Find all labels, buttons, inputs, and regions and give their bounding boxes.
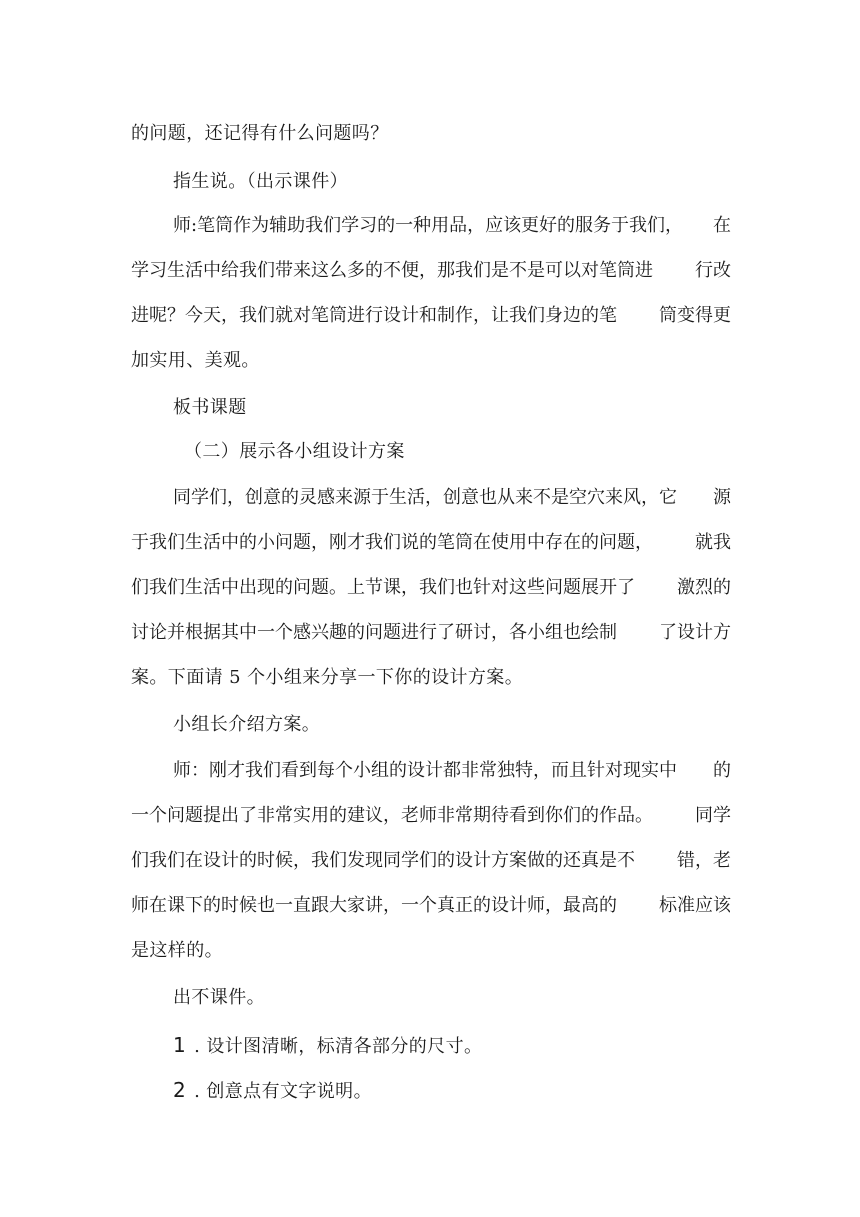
text-run: 同学 bbox=[695, 805, 731, 826]
list-item bbox=[173, 1033, 773, 1059]
paragraph-line bbox=[131, 349, 731, 373]
paragraph-line bbox=[131, 531, 731, 555]
text-run: 错，老 bbox=[677, 850, 731, 871]
paragraph-line bbox=[131, 894, 731, 918]
text-run: 学习生活中给我们带来这么多的不便，那我们是不是可以对笔筒进 bbox=[131, 260, 653, 281]
paragraph-line bbox=[173, 170, 773, 194]
paragraph-line bbox=[131, 621, 731, 645]
paragraph-line bbox=[173, 986, 773, 1010]
text-run: 的问题，还记得有什么问题吗？ bbox=[131, 123, 389, 144]
text-run: 们我们生活中出现的问题。上节课，我们也针对这些问题展开了 bbox=[131, 577, 635, 598]
text-run: （二）展示各小组设计方案 bbox=[184, 441, 405, 462]
list-item bbox=[173, 1078, 773, 1104]
text-run: 指生说。（出示课件） bbox=[173, 171, 348, 192]
text-run: 师：刚才我们看到每个小组的设计都非常独特，而且针对现实中 bbox=[173, 760, 677, 781]
paragraph-line bbox=[131, 804, 731, 828]
paragraph-line bbox=[173, 214, 731, 238]
list-text: . 设计图清晰，标清各部分的尺寸。 bbox=[194, 1036, 483, 1057]
text-run: 于我们生活中的小问题，刚才我们说的笔筒在使用中存在的问题， bbox=[131, 532, 653, 553]
paragraph-line bbox=[131, 259, 731, 283]
text-run: 讨论并根据其中一个感兴趣的问题进行了研讨，各小组也绘制 bbox=[131, 622, 617, 643]
list-number: 1 bbox=[173, 1033, 187, 1057]
text-run: 行改 bbox=[695, 260, 731, 281]
text-run: 板书课题 bbox=[173, 397, 247, 418]
paragraph-line bbox=[131, 666, 731, 690]
paragraph-line bbox=[131, 304, 731, 328]
text-run: 出不课件。 bbox=[173, 987, 265, 1008]
text-run: 案。下面请 5 个小组来分享一下你的设计方案。 bbox=[131, 667, 524, 688]
text-run: 进呢？今天，我们就对笔筒进行设计和制作，让我们身边的笔 bbox=[131, 305, 617, 326]
text-run: 们我们在设计的时候，我们发现同学们的设计方案做的还真是不 bbox=[131, 850, 635, 871]
text-run: 筒变得更 bbox=[659, 305, 731, 326]
paragraph-line bbox=[173, 713, 773, 737]
paragraph-line bbox=[173, 396, 773, 420]
text-run: 源 bbox=[713, 487, 731, 508]
text-run: 在 bbox=[713, 215, 731, 236]
text-run: 师:笔筒作为辅助我们学习的一种用品，应该更好的服务于我们， bbox=[173, 215, 684, 236]
text-run: 师在课下的时候也一直跟大家讲，一个真正的设计师，最高的 bbox=[131, 895, 617, 916]
text-run: 加实用、美观。 bbox=[131, 350, 260, 371]
text-run: 同学们，创意的灵感来源于生活，创意也从来不是空穴来风，它 bbox=[173, 487, 677, 508]
paragraph-line bbox=[131, 576, 731, 600]
text-run: 标准应该 bbox=[659, 895, 731, 916]
text-run: 一个问题提出了非常实用的建议，老师非常期待看到你们的作品。 bbox=[131, 805, 653, 826]
text-run: 就我 bbox=[695, 532, 731, 553]
text-run: 激烈的 bbox=[677, 577, 731, 598]
text-run: 了设计方 bbox=[659, 622, 731, 643]
list-number: 2 bbox=[173, 1078, 187, 1102]
paragraph-line bbox=[131, 122, 731, 146]
paragraph-line bbox=[173, 759, 731, 783]
paragraph-line bbox=[173, 486, 731, 510]
text-run: 的 bbox=[713, 760, 731, 781]
text-run: 是这样的。 bbox=[131, 940, 223, 961]
text-run: 小组长介绍方案。 bbox=[173, 714, 321, 735]
paragraph-line bbox=[131, 849, 731, 873]
paragraph-line bbox=[131, 939, 731, 963]
list-text: . 创意点有文字说明。 bbox=[194, 1081, 372, 1102]
section-heading bbox=[184, 440, 784, 464]
